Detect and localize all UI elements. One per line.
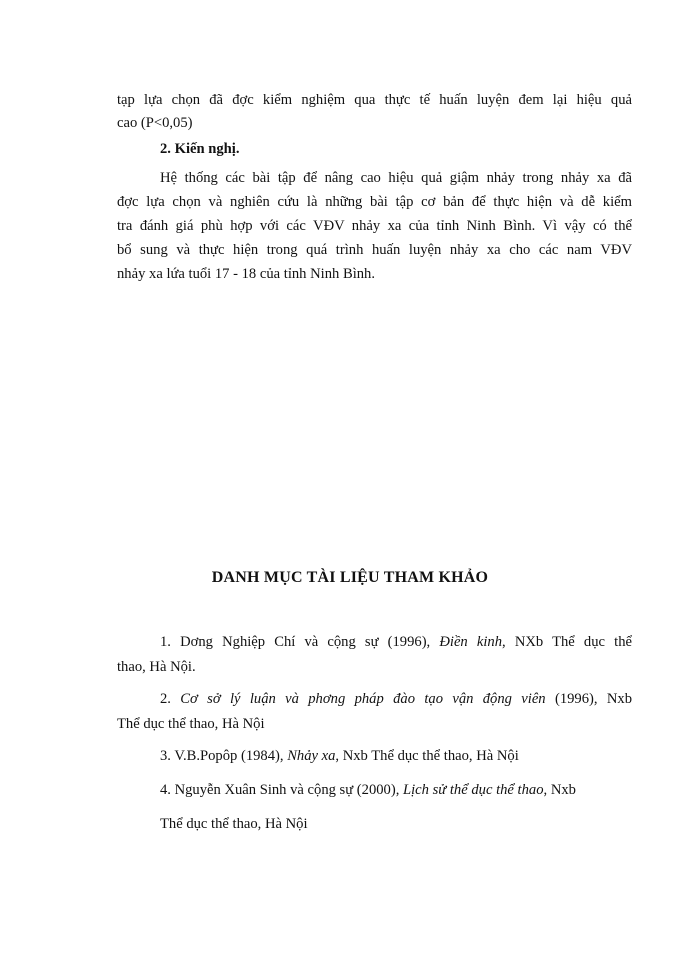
- recommendation-heading: 2. Kiến nghị.: [160, 141, 240, 157]
- recommendation-line-1: Hệ thống các bài tập để nâng cao hiệu quả giậm nhảy trong nhảy xa đã: [160, 170, 632, 186]
- recommendation-line-2: đợc lựa chọn và nghiên cứu là những bài tập cơ bản để thực hiện và dễ kiểm: [117, 194, 632, 210]
- reference-2-suffix: (1996), Nxb: [545, 691, 632, 707]
- conclusion-line-1: tạp lựa chọn đã đợc kiểm nghiệm qua thực tế huấn luyện đem lại hiệu quả: [117, 92, 632, 108]
- reference-3-suffix: , Nxb Thể dục thể thao, Hà Nội: [335, 748, 519, 764]
- reference-2-prefix: 2.: [160, 691, 181, 707]
- reference-2-title: Cơ sở lý luận và phơng pháp đào tạo vận động viên: [180, 691, 546, 707]
- recommendation-line-3: tra đánh giá phù hợp với các VĐV nhảy xa của tỉnh Ninh Bình. Vì vậy có thể: [117, 218, 632, 234]
- reference-4-suffix: , Nxb: [543, 782, 576, 798]
- reference-1-title: Điền kinh: [439, 634, 503, 650]
- reference-3-title: Nhảy xa: [287, 748, 336, 764]
- reference-4-prefix: 4. Nguyễn Xuân Sinh và cộng sự (2000),: [160, 782, 403, 798]
- reference-1-prefix: 1. Dơng Nghiệp Chí và cộng sự (1996),: [160, 634, 440, 650]
- reference-item-3: [160, 746, 519, 766]
- reference-item-1: [160, 632, 632, 652]
- recommendation-line-5: nhảy xa lứa tuổi 17 - 18 của tỉnh Ninh Bình.: [117, 266, 375, 282]
- reference-2-continuation: Thể dục thể thao, Hà Nội: [117, 716, 265, 732]
- reference-item-4: [160, 780, 576, 800]
- reference-1-suffix: , NXb Thể dục thể: [502, 634, 632, 650]
- reference-4-continuation: Thể dục thể thao, Hà Nội: [160, 816, 308, 832]
- references-title: DANH MỤC TÀI LIỆU THAM KHẢO: [211, 569, 489, 586]
- recommendation-line-4: bổ sung và thực hiện trong quá trình huấn luyện nhảy xa cho các nam VĐV: [117, 242, 632, 258]
- conclusion-line-2: cao (P<0,05): [117, 115, 193, 131]
- reference-item-2: [160, 689, 632, 709]
- reference-1-continuation: thao, Hà Nội.: [117, 659, 196, 675]
- reference-4-title: Lịch sử thể dục thể thao: [403, 782, 544, 798]
- reference-3-prefix: 3. V.B.Popôp (1984),: [160, 748, 288, 764]
